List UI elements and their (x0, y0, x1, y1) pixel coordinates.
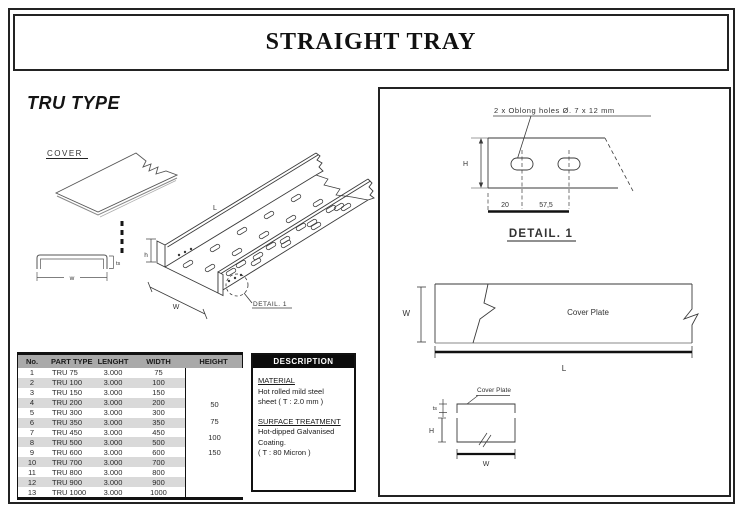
table-row: 11 TRU 800 3.000 800 (28, 467, 165, 477)
detail1-h-label: H (462, 161, 468, 168)
surface-treatment-text: ( T : 80 Micron ) (258, 448, 311, 457)
surface-treatment-label: SURFACE TREATMENT (258, 416, 341, 426)
detail1-title: DETAIL. 1 (508, 228, 574, 240)
detail-callout-circle (226, 274, 248, 296)
height-value: 100 (208, 433, 221, 442)
cover-plate-w-label: W (402, 309, 410, 318)
table-row: 1 TRU 75 3.000 75 (29, 368, 163, 378)
height-value: 75 (210, 417, 219, 426)
header-width: WIDTH (146, 357, 171, 366)
material-label: MATERIAL (258, 376, 295, 385)
section-w-label: W (482, 461, 490, 468)
table-row: 13 TRU 1000 3.000 1000 (27, 487, 167, 497)
section-cover-plate-label: Cover Plate (477, 387, 511, 394)
height-value: 150 (208, 448, 221, 457)
surface-treatment-text: Hot-dipped Galvanised (258, 427, 335, 436)
parts-table-rows (18, 368, 185, 497)
cover-label: COVER (47, 149, 83, 158)
description-body (253, 368, 354, 459)
table-row: 4 TRU 200 3.000 200 (18, 398, 185, 408)
section-heading: TRU TYPE (27, 93, 121, 113)
material-text: sheet ( T : 2.0 mm ) (258, 397, 324, 406)
height-column (185, 368, 243, 497)
tray-height-label: h (144, 252, 148, 259)
page-title: STRAIGHT TRAY (265, 29, 477, 55)
cover-profile-drawing (37, 255, 121, 282)
tray-section-drawing (429, 387, 515, 468)
table-row: 2 TRU 100 3.000 100 (18, 378, 185, 388)
dim-57-5: 57,5 (539, 202, 553, 209)
detail1-drawing (463, 106, 651, 241)
table-row: 7 TRU 450 3.000 450 (29, 427, 165, 437)
height-value: 50 (210, 400, 219, 409)
section-h-label: H (428, 428, 434, 435)
cover-plate-plan-drawing (402, 284, 698, 373)
table-row: 6 TRU 350 3.000 350 (18, 418, 185, 428)
surface-treatment-text: Coating. (258, 437, 286, 447)
section-ts-label: ts (432, 406, 437, 412)
cover-plate-l-label: L (561, 364, 567, 373)
tray-width-label: W (172, 304, 180, 311)
parts-table-header (18, 355, 242, 368)
header-lenght: LENGHT (97, 357, 129, 366)
header-no: No. (25, 357, 39, 366)
cover-plate-label: Cover Plate (567, 308, 609, 317)
table-row: 3 TRU 150 3.000 150 (29, 388, 165, 398)
description-box (251, 353, 356, 492)
table-row: 10 TRU 700 3.000 700 (18, 457, 185, 467)
oblong-holes-note: 2 x Oblong holes Ø. 7 x 12 mm (494, 106, 615, 115)
table-row: 12 TRU 900 3.000 900 (18, 477, 185, 487)
cover-sheet-drawing (46, 149, 177, 253)
table-row: 8 TRU 500 3.000 500 (18, 437, 185, 447)
description-header: DESCRIPTION (253, 355, 354, 368)
tray-length-label: L (213, 205, 217, 212)
cover-width-label: w (69, 275, 75, 282)
table-row: 9 TRU 600 3.000 600 (29, 447, 165, 457)
cover-thickness-label: ts (116, 261, 121, 267)
parts-table (17, 352, 243, 500)
header-part-type: PART TYPE (51, 357, 93, 366)
material-text: Hot rolled mild steel (258, 386, 324, 396)
dim-20: 20 (501, 202, 509, 209)
floor-perforations (182, 194, 344, 277)
detail-callout-label: DETAIL. 1 (253, 301, 288, 308)
table-row: 5 TRU 300 3.000 300 (29, 408, 165, 418)
wall-perforations (235, 203, 351, 269)
header-height: HEIGHT (199, 357, 228, 366)
